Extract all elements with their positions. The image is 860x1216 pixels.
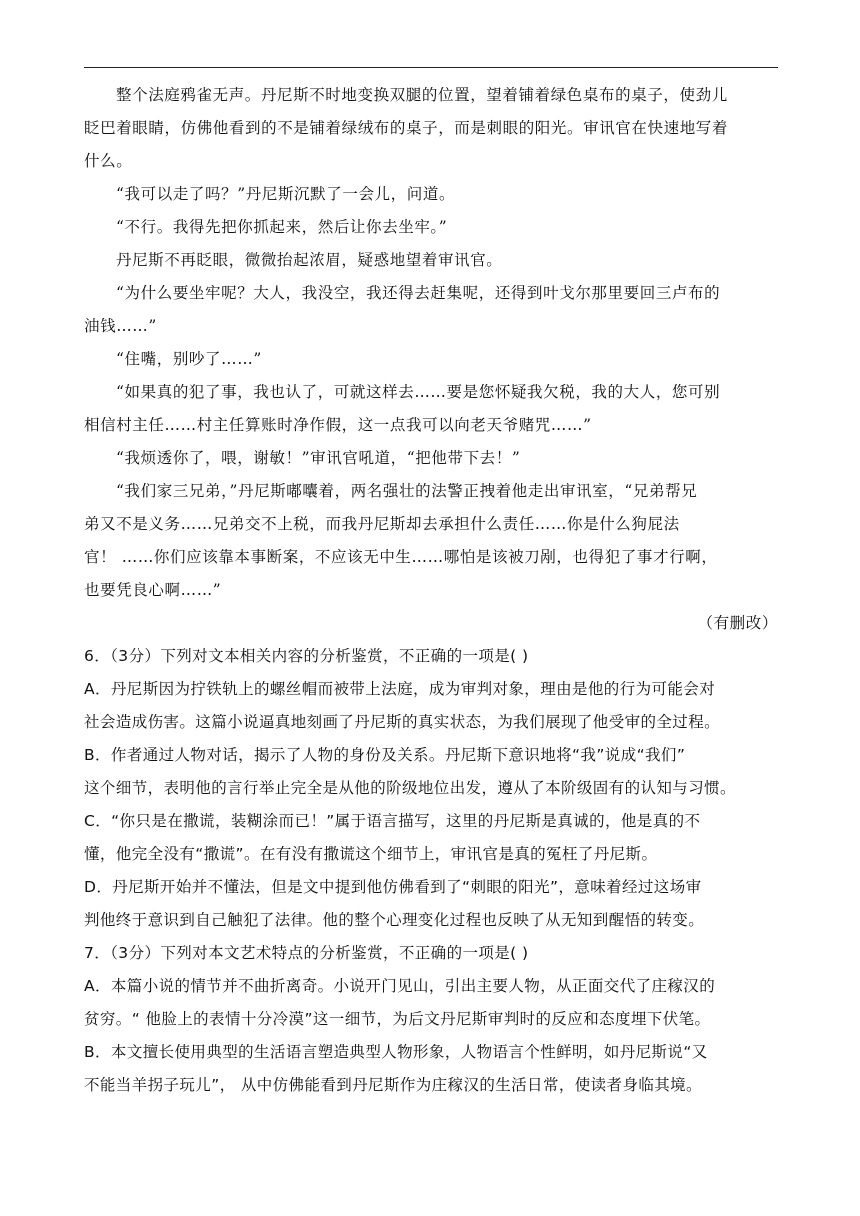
passage-line: 整个法庭鸦雀无声。丹尼斯不时地变换双腿的位置，望着铺着绿色桌布的桌子，使劲儿 (116, 86, 728, 104)
passage-line: 弟又不是义务……兄弟交不上税，而我丹尼斯却去承担什么责任……你是什么狗屁法 (84, 515, 680, 533)
passage-line: 相信村主任……村主任算账时净作假，这一点我可以向老天爷赌咒……” (84, 416, 592, 434)
page-content (84, 79, 778, 1102)
question-6-option-a-cont: 社会造成伤害。这篇小说逼真地刻画了丹尼斯的真实状态，为我们展现了他受审的全过程。 (84, 713, 721, 731)
passage-line: “我可以走了吗？”丹尼斯沉默了一会儿，问道。 (116, 185, 456, 203)
passage-line: 眨巴着眼睛，仿佛他看到的不是铺着绿绒布的桌子，而是刺眼的阳光。审讯官在快速地写着 (84, 119, 729, 137)
question-6-option-b-cont: 这个细节，表明他的言行举止完全是从他的阶级地位出发，遵从了本阶级固有的认知与习惯。 (84, 779, 736, 797)
question-7-option-a-cont: 贫穷。“ 他脸上的表情十分冷漠”这一细节，为后文丹尼斯审判时的反应和态度埋下伏笔。 (84, 1010, 711, 1028)
question-6-option-c-cont: 懂，他完全没有“撒谎”。在有没有撒谎这个细节上，审讯官是真的冤枉了丹尼斯。 (84, 845, 658, 863)
passage-line: 也要凭良心啊……” (84, 581, 222, 599)
question-6-option-a: A．丹尼斯因为拧铁轨上的螺丝帽而被带上法庭，成为审判对象，理由是他的行为可能会对 (84, 680, 716, 698)
passage-line: 油钱……” (84, 317, 157, 335)
question-6-option-d-cont: 判他终于意识到自己触犯了法律。他的整个心理变化过程也反映了从无知到醒悟的转变。 (84, 911, 705, 929)
question-6-option-d: D．丹尼斯开始并不懂法，但是文中提到他仿佛看到了“刺眼的阳光”，意味着经过这场审 (84, 878, 702, 896)
top-rule (84, 67, 778, 68)
question-7-option-b: B．本文擅长使用典型的生活语言塑造典型人物形象，人物语言个性鲜明，如丹尼斯说“又 (84, 1043, 708, 1061)
question-6-option-b: B．作者通过人物对话，揭示了人物的身份及关系。丹尼斯下意识地将“我”说成“我们” (84, 746, 686, 764)
passage-line: “如果真的犯了事，我也认了，可就这样去……要是您怀疑我欠税，我的大人，您可别 (116, 383, 721, 401)
passage-line: 官！ ……你们应该靠本事断案，不应该无中生……哪怕是该被刀剐，也得犯了事才行啊， (84, 548, 718, 566)
question-7-option-a: A．本篇小说的情节并不曲折离奇。小说开门见山，引出主要人物，从正面交代了庄稼汉的 (84, 977, 716, 995)
question-6-stem: 6．（3分）下列对文本相关内容的分析鉴赏，不正确的一项是( ) (84, 647, 529, 665)
question-6-option-c: C．“你只是在撒谎，装糊涂而已！”属于语言描写，这里的丹尼斯是真诚的，他是真的不 (84, 812, 701, 830)
question-7-stem: 7．（3分）下列对本文艺术特点的分析鉴赏，不正确的一项是( ) (84, 944, 529, 962)
questions-section (84, 640, 778, 1102)
passage-line: 什么。 (84, 152, 133, 170)
passage-line: “我烦透你了，喂，谢敏！”审讯官吼道，“把他带下去！” (116, 449, 521, 467)
passage-line: “我们家三兄弟，”丹尼斯嘟囔着，两名强壮的法警正拽着他走出审讯室，“兄弟帮兄 (116, 482, 698, 500)
passage-line: “住嘴，别吵了……” (116, 350, 262, 368)
passage-line: “不行。我得先把你抓起来，然后让你去坐牢。” (116, 218, 448, 236)
story-passage (84, 79, 778, 607)
question-7-option-b-cont: 不能当羊拐子玩儿”， 从中仿佛能看到丹尼斯作为庄稼汉的生活日常，使读者身临其境。 (84, 1076, 702, 1094)
source-note: （有删改） (697, 614, 778, 632)
passage-line: “为什么要坐牢呢？大人，我没空，我还得去赶集呢，还得到叶戈尔那里要回三卢布的 (116, 284, 721, 302)
passage-line: 丹尼斯不再眨眼，微微抬起浓眉，疑惑地望着审讯官。 (116, 251, 503, 269)
